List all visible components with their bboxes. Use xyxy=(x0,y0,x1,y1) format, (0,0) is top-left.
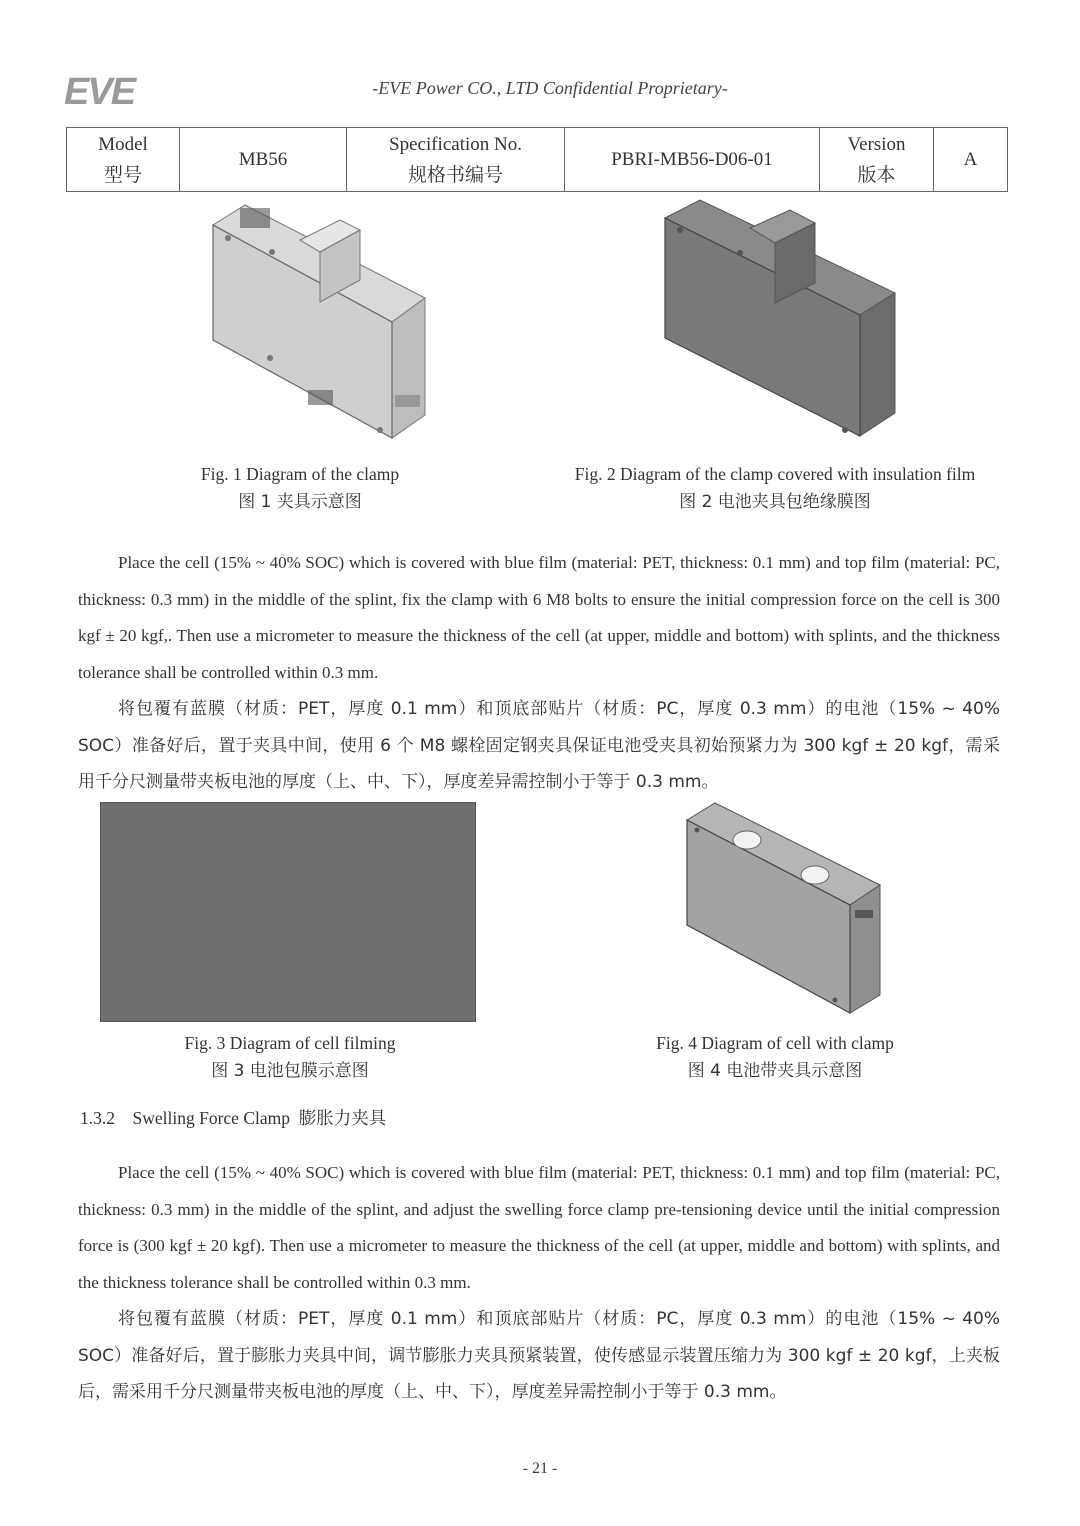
model-value: MB56 xyxy=(180,128,347,192)
paragraph-en: Place the cell (15% ~ 40% SOC) which is covered with blue film (material: PET, thickness: 0.1 mm) and top film (material: PC, thickness: 0.3 mm) in the middle of the splint, fix the clamp with 6 M8 bolts to ensure the initial compression force on the cell is 300 kgf ± 20 kgf,. Then use a micrometer to measure the thickness of the cell (at upper, middle and bottom) with splints, and the thickness tolerance shall be controlled within 0.3 mm. xyxy=(78,553,1000,682)
page-number: - 21 - xyxy=(522,1460,558,1477)
eve-logo xyxy=(62,70,162,110)
fig2-caption: Fig. 2 Diagram of the clamp covered with insulation film 图 2 电池夹具包绝缘膜图 xyxy=(574,464,976,512)
fig4-cell-clamp-image xyxy=(685,800,885,1015)
version-value: A xyxy=(934,128,1008,192)
fig1-caption: Fig. 1 Diagram of the clamp 图 1 夹具示意图 xyxy=(200,464,400,512)
svg-text:EVE: EVE xyxy=(64,71,135,110)
fig1-clamp-image xyxy=(200,200,440,440)
fig3-cell-filming-image xyxy=(100,802,476,1022)
paragraph-zh: 将包覆有蓝膜（材质：PET，厚度 0.1 mm）和顶底部贴片（材质：PC，厚度 0.3 mm）的电池（15% ~ 40% SOC）准备好后，置于膨胀力夹具中间，调节膨胀力夹具预紧装置，使传感显示装置压缩力为 300 kgf ± 20 kgf，上夹板后，需采用千分尺测量带夹板电池的厚度（上、中、下），厚度差异需控制小于等于 0.3 mm。 xyxy=(78,1309,1000,1402)
paragraph-clamp-procedure xyxy=(78,545,1000,801)
model-label: Model 型号 xyxy=(67,128,180,192)
paragraph-zh: 将包覆有蓝膜（材质：PET，厚度 0.1 mm）和顶底部贴片（材质：PC，厚度 0.3 mm）的电池（15% ~ 40% SOC）准备好后，置于夹具中间，使用 6 个 M8 螺栓固定钢夹具保证电池受夹具初始预紧力为 300 kgf ± 20 kgf，需采用千分尺测量带夹板电池的厚度（上、中、下），厚度差异需控制小于等于 0.3 mm。 xyxy=(78,699,1000,792)
fig4-caption: Fig. 4 Diagram of cell with clamp 图 4 电池带夹具示意图 xyxy=(656,1033,894,1081)
confidential-notice: -EVE Power CO., LTD Confidential Proprietary- xyxy=(372,78,728,98)
spec-header-table xyxy=(66,127,1008,192)
version-label: Version 版本 xyxy=(820,128,934,192)
fig2-clamp-film-image xyxy=(660,198,910,438)
spec-value: PBRI-MB56-D06-01 xyxy=(565,128,820,192)
paragraph-en: Place the cell (15% ~ 40% SOC) which is covered with blue film (material: PET, thickness: 0.1 mm) and top film (material: PC, thickness: 0.3 mm) in the middle of the splint, and adjust the swelling force clamp pre-tensioning device until the initial compression force is (300 kgf ± 20 kgf). Then use a micrometer to measure the thickness of the cell (at upper, middle and bottom) with splints, and the thickness tolerance shall be controlled within 0.3 mm. xyxy=(78,1163,1000,1292)
fig3-caption: Fig. 3 Diagram of cell filming 图 3 电池包膜示意图 xyxy=(184,1033,396,1081)
section-heading-1-3-2: 1.3.2 Swelling Force Clamp 膨胀力夹具 xyxy=(80,1108,387,1128)
paragraph-swelling-procedure xyxy=(78,1155,1000,1411)
spec-label: Specification No. 规格书编号 xyxy=(347,128,565,192)
